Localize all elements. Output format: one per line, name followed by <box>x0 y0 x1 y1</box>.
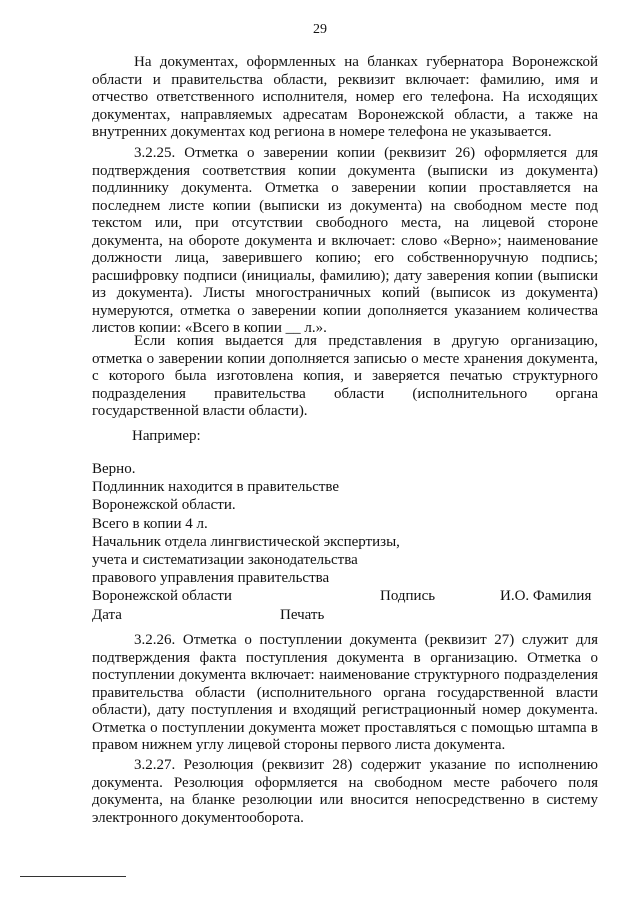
footnote-rule <box>20 876 126 877</box>
paragraph-3-2-27: 3.2.27. Резолюция (реквизит 28) содержит указание по исполнению документа. Резолюция оформляется на свободном месте рабочего поля документа, на бланке резолюции или вносится непосредственно в систему электронного документооборота. <box>92 757 598 826</box>
paragraph-3-2-25: 3.2.25. Отметка о заверении копии (реквизит 26) оформляется для подтверждения соответствия копии документа (выписки из документа) подлиннику документа. Отметка о заверении копии проставляется на последнем листе копии (выписки из документа) на свободном месте под текстом или, при отсутствии свободного места, на лицевой стороне документа, на обороте документа и включает: слово «Верно»; наименование должности лица, заверившего копию; его собственноручную подпись; расшифровку подписи (инициалы, фамилию); дату заверения копии (выписки из документа). Листы многостраничных копий (выписок из документа) нумеруются, отметка о заверении копии дополняется указанием количества листов копии: «Всего в копии __ л.». <box>92 145 598 336</box>
paragraph-phone-requisite: На документах, оформленных на бланках губернатора Воронежской области и правительства области, реквизит включает: фамилию, имя и отчество ответственного исполнителя, номер его телефона. На исходящих документах, направляемых адресатам Воронежской области, а также на внутренних документах код региона в номере телефона не указывается. <box>92 54 598 140</box>
example-date-row <box>92 606 598 624</box>
example-line: Верно. <box>92 461 136 477</box>
example-org-line: Воронежской области <box>92 588 232 605</box>
example-date: Дата <box>92 606 122 623</box>
example-line: Начальник отдела лингвистической экспертизы, <box>92 533 400 550</box>
example-signature: Подпись <box>380 588 436 605</box>
paragraph-copy-for-other-org: Если копия выдается для представления в другую организацию, отметка о заверении копии дополняется записью о месте хранения документа, с которого была изготовлена копия, и заверяется печатью структурного подразделения правительства области (исполнительного органа государственной власти области). <box>92 333 598 419</box>
page-number: 29 <box>313 22 327 37</box>
example-line: Всего в копии 4 л. <box>92 515 208 532</box>
example-line: Воронежской области. <box>92 497 236 514</box>
example-line: правового управления правительства <box>92 570 330 587</box>
paragraph-3-2-26: 3.2.26. Отметка о поступлении документа (реквизит 27) служит для подтверждения факта поступления документа в организацию. Отметка о поступлении документа включает: наименование структурного подразделения правительства области (исполнительного органа государственной власти области), дату поступления и входящий регистрационный номер документа. Отметка о поступлении документа может проставляться с помощью штампа в правом нижнем углу лицевой стороны первого листа документа. <box>92 632 598 753</box>
example-certification-block <box>92 460 598 624</box>
example-label: Например: <box>132 428 201 444</box>
example-line: Подлинник находится в правительстве <box>92 479 340 496</box>
example-seal: Печать <box>280 606 325 623</box>
example-signature-row <box>92 587 598 605</box>
example-line: учета и систематизации законодательства <box>92 551 358 568</box>
example-name: И.О. Фамилия <box>500 588 592 605</box>
